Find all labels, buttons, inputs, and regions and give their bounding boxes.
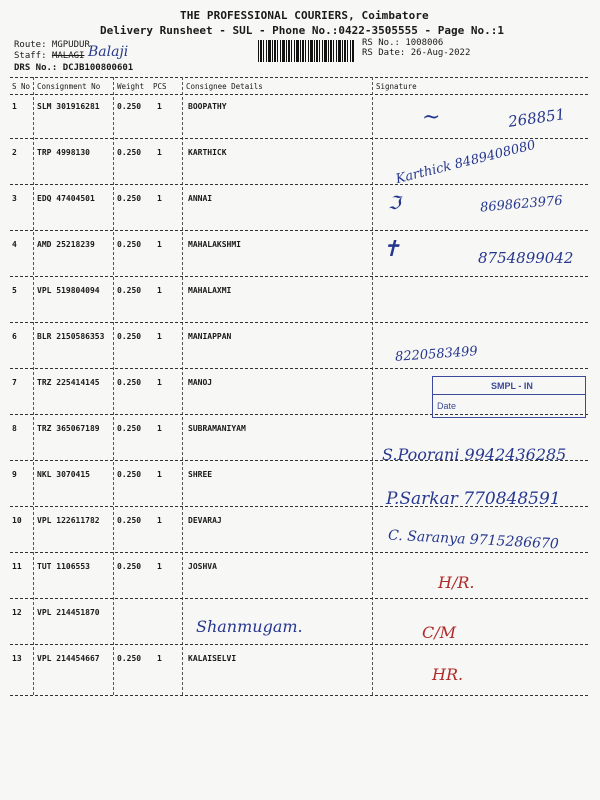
row-weight: 0.250: [117, 470, 142, 479]
route-label: Route: MGPUDUR: [14, 40, 90, 50]
row-signature: Karthick 8489408080: [394, 137, 538, 188]
row-signature-extra: H/R.: [438, 573, 475, 592]
row-consignee: JOSHVA: [188, 562, 217, 571]
signature-scribble: ℑ: [388, 193, 401, 214]
row-sno: 6: [12, 332, 17, 341]
row-consignment: VPL 122611782: [37, 516, 100, 525]
row-signature: C. Saranya 9715286670: [387, 527, 560, 553]
row-consignee: MAHALAKSHMI: [188, 240, 241, 249]
row-rule: [10, 230, 588, 231]
row-pcs: 1: [157, 286, 162, 295]
row-sno: 13: [12, 654, 22, 663]
row-sno: 4: [12, 240, 17, 249]
signature-scribble: ✝: [382, 237, 401, 262]
row-weight: 0.250: [117, 148, 142, 157]
column-header-signature: Signature: [376, 82, 417, 91]
row-pcs: 1: [157, 654, 162, 663]
document-title: THE PROFESSIONAL COURIERS, Coimbatore: [180, 9, 429, 22]
row-consignee: MANOJ: [188, 378, 213, 387]
staff-value: MALAGI: [51, 51, 85, 61]
row-consignment: EDQ 47404501: [37, 194, 95, 203]
row-weight: 0.250: [117, 194, 142, 203]
drs-number: DRS No.: DCJB100800601: [14, 63, 134, 73]
row-weight: 0.250: [117, 654, 142, 663]
row-sno: 10: [12, 516, 22, 525]
row-signature: P.Sarkar 770848591: [386, 489, 561, 509]
row-consignee: KARTHICK: [188, 148, 227, 157]
barcode: [258, 40, 354, 62]
row-rule: [10, 644, 588, 645]
row-consignee: DEVARAJ: [188, 516, 222, 525]
row-pcs: 1: [157, 240, 162, 249]
row-sno: 2: [12, 148, 17, 157]
table-header-rule: [10, 94, 588, 95]
row-signature: C/M: [422, 623, 457, 642]
staff-handwritten-name: Balaji: [88, 44, 129, 60]
staff-label: [14, 51, 84, 61]
row-signature: HR.: [432, 665, 464, 684]
row-pcs: 1: [157, 424, 162, 433]
column-divider: [33, 77, 34, 695]
row-weight: 0.250: [117, 378, 142, 387]
row-consignment: VPL 214454667: [37, 654, 100, 663]
row-consignee: MANIAPPAN: [188, 332, 232, 341]
row-sno: 12: [12, 608, 22, 617]
signature-scribble: ~: [422, 105, 441, 130]
row-sno: 3: [12, 194, 17, 203]
row-rule: [10, 552, 588, 553]
row-weight: 0.250: [117, 102, 142, 111]
delivery-stamp: [432, 376, 586, 418]
row-consignee-handwritten: Shanmugam.: [196, 617, 303, 636]
stamp-divider: [433, 394, 585, 395]
row-signature: 8698623976: [479, 193, 564, 216]
row-consignment: SLM 301916281: [37, 102, 100, 111]
table-top-rule: [10, 77, 588, 78]
rs-number: RS No.: 1008006: [362, 38, 444, 48]
row-pcs: 1: [157, 516, 162, 525]
row-consignee: KALAISELVI: [188, 654, 237, 663]
column-header-weight: Weight: [117, 82, 145, 91]
row-rule: [10, 184, 588, 185]
row-weight: 0.250: [117, 240, 142, 249]
row-consignment: AMD 25218239: [37, 240, 95, 249]
column-header-consignment: Consignment No: [37, 82, 101, 91]
stamp-label: SMPL - IN: [491, 381, 533, 391]
column-header-pcs: PCS: [153, 82, 167, 91]
row-pcs: 1: [157, 102, 162, 111]
row-pcs: 1: [157, 470, 162, 479]
column-divider: [372, 77, 373, 695]
document-subtitle: Delivery Runsheet - SUL - Phone No.:0422-3505555 - Page No.:1: [100, 24, 504, 37]
row-consignment: BLR 2150586353: [37, 332, 105, 341]
row-sno: 8: [12, 424, 17, 433]
row-sno: 7: [12, 378, 17, 387]
row-consignment: NKL 3070415: [37, 470, 90, 479]
row-consignee: SUBRAMANIYAM: [188, 424, 246, 433]
row-consignment: TUT 1106553: [37, 562, 90, 571]
row-sno: 9: [12, 470, 17, 479]
row-consignee: BOOPATHY: [188, 102, 227, 111]
row-pcs: 1: [157, 148, 162, 157]
row-pcs: 1: [157, 194, 162, 203]
row-rule: [10, 138, 588, 139]
stamp-date-label: Date: [437, 401, 457, 411]
row-consignment: VPL 214451870: [37, 608, 100, 617]
row-weight: 0.250: [117, 332, 142, 341]
row-consignment: VPL 519804094: [37, 286, 100, 295]
row-consignment: TRZ 365067189: [37, 424, 100, 433]
row-rule: [10, 598, 588, 599]
row-rule: [10, 368, 588, 369]
row-signature: 268851: [507, 105, 567, 131]
row-rule: [10, 276, 588, 277]
row-pcs: 1: [157, 562, 162, 571]
row-consignee: SHREE: [188, 470, 213, 479]
row-sno: 1: [12, 102, 17, 111]
row-weight: 0.250: [117, 516, 142, 525]
row-weight: 0.250: [117, 286, 142, 295]
row-weight: 0.250: [117, 424, 142, 433]
row-consignment: TRP 4998130: [37, 148, 90, 157]
rs-date: RS Date: 26-Aug-2022: [362, 48, 471, 58]
row-signature: 8220583499: [394, 344, 479, 365]
column-header-consignee: Consignee Details: [186, 82, 263, 91]
row-weight: 0.250: [117, 562, 142, 571]
row-signature: 8754899042: [478, 249, 574, 267]
row-rule: [10, 695, 588, 696]
row-signature: S.Poorani 9942436285: [382, 445, 567, 464]
staff-label-text: Staff:: [14, 51, 47, 61]
row-sno: 5: [12, 286, 17, 295]
row-consignee: ANNAI: [188, 194, 213, 203]
column-header-sno: S No: [12, 82, 31, 91]
row-rule: [10, 322, 588, 323]
row-consignment: TRZ 225414145: [37, 378, 100, 387]
row-pcs: 1: [157, 378, 162, 387]
column-divider: [182, 77, 183, 695]
column-divider: [113, 77, 114, 695]
row-sno: 11: [12, 562, 22, 571]
row-pcs: 1: [157, 332, 162, 341]
row-consignee: MAHALAXMI: [188, 286, 232, 295]
